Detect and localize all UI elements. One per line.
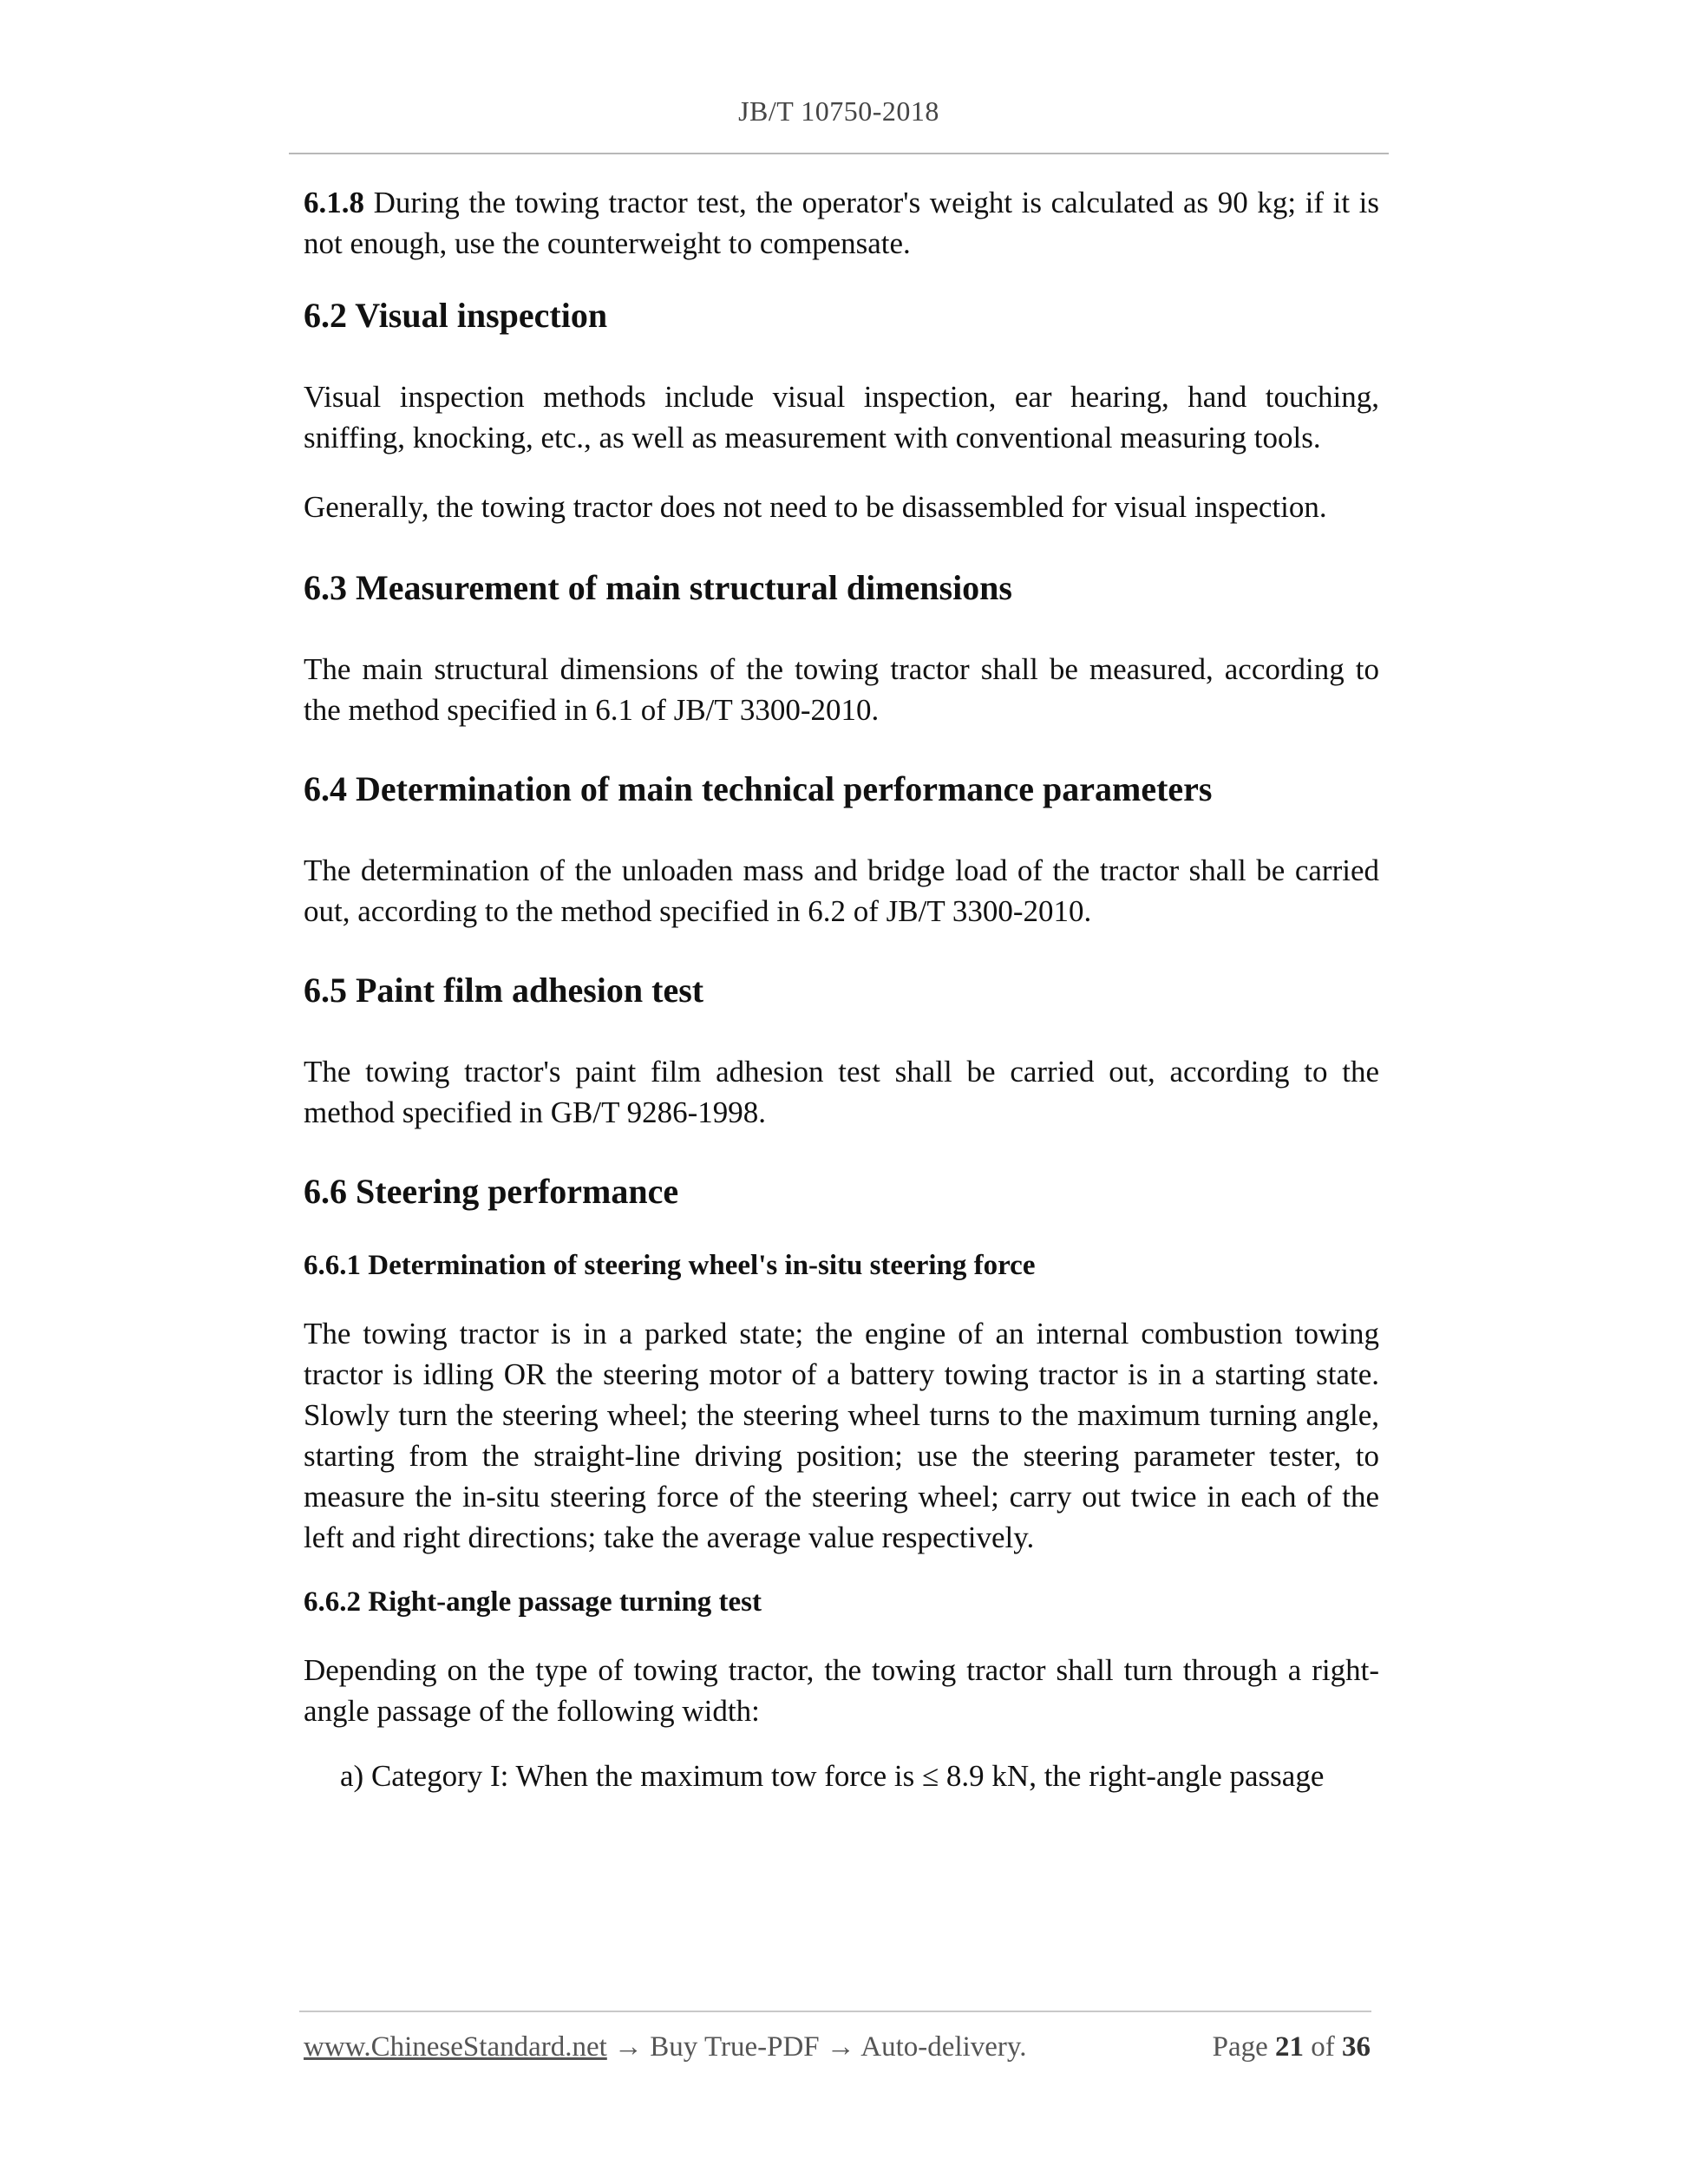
website-link[interactable]: www.ChineseStandard.net (304, 2031, 607, 2063)
clause-text: During the towing tractor test, the operator's weight is calculated as 90 kg; if it is not enough, use the counterweight to compensate. (304, 186, 1379, 260)
section-6-5-paragraph-1: The towing tractor's paint film adhesion test shall be carried out, according to the method specified in GB/T 9286-1998. (304, 1055, 1379, 1129)
footer-divider (299, 2011, 1371, 2012)
document-id-header: JB/T 10750-2018 (738, 95, 939, 127)
promo-text: → Buy True-PDF → Auto-delivery. (606, 2031, 1027, 2063)
section-6-2-paragraph-2: Generally, the towing tractor does not need to be disassembled for visual inspection. (304, 490, 1327, 524)
page-counter (1213, 2028, 1371, 2066)
current-page-number: 21 (1275, 2031, 1304, 2063)
section-6-2-paragraph-1: Visual inspection methods include visual inspection, ear hearing, hand touching, sniffing, knocking, etc., as well as measurement with conventional measuring tools. (304, 380, 1379, 454)
section-6-6-heading: 6.6 Steering performance (304, 1172, 679, 1211)
page-of-label: of (1304, 2031, 1342, 2063)
list-item-a: a) Category I: When the maximum tow force is ≤ 8.9 kN, the right-angle passage (340, 1759, 1325, 1793)
section-6-3-paragraph-1: The main structural dimensions of the towing tractor shall be measured, according to the method specified in 6.1 of JB/T 3300-2010. (304, 652, 1379, 727)
section-6-6-1-heading: 6.6.1 Determination of steering wheel's in-situ steering force (304, 1250, 1036, 1281)
header-divider (289, 153, 1389, 154)
clause-6-1-8 (304, 182, 1379, 264)
clause-number: 6.1.8 (304, 186, 364, 219)
section-6-6-1-paragraph-1: The towing tractor is in a parked state; the engine of an internal combustion towing tractor is idling OR the steering motor of a battery towing tractor is in a starting state. Slowly turn the steering wheel; the steering wheel turns to the maximum turning angle, starting from the straight-line driving position; use the steering parameter tester, to measure the in-situ steering force of the steering wheel; carry out twice in each of the left and right directions; take the average value respectively. (304, 1317, 1379, 1554)
section-6-6-2-heading: 6.6.2 Right-angle passage turning test (304, 1586, 762, 1618)
page-label: Page (1212, 2031, 1275, 2063)
section-6-3-heading: 6.3 Measurement of main structural dimensions (304, 568, 1012, 607)
total-page-number: 36 (1342, 2031, 1371, 2063)
section-6-2-heading: 6.2 Visual inspection (304, 296, 608, 335)
footer-promo (304, 2028, 1027, 2066)
section-6-4-paragraph-1: The determination of the unloaden mass and bridge load of the tractor shall be carried out, according to the method specified in 6.2 of JB/T 3300-2010. (304, 853, 1379, 928)
page-body (304, 182, 1379, 1796)
section-6-4-heading: 6.4 Determination of main technical performance parameters (304, 769, 1213, 808)
section-6-5-heading: 6.5 Paint film adhesion test (304, 971, 704, 1010)
section-6-6-2-paragraph-1: Depending on the type of towing tractor, the towing tractor shall turn through a right-angle passage of the following width: (304, 1653, 1379, 1728)
